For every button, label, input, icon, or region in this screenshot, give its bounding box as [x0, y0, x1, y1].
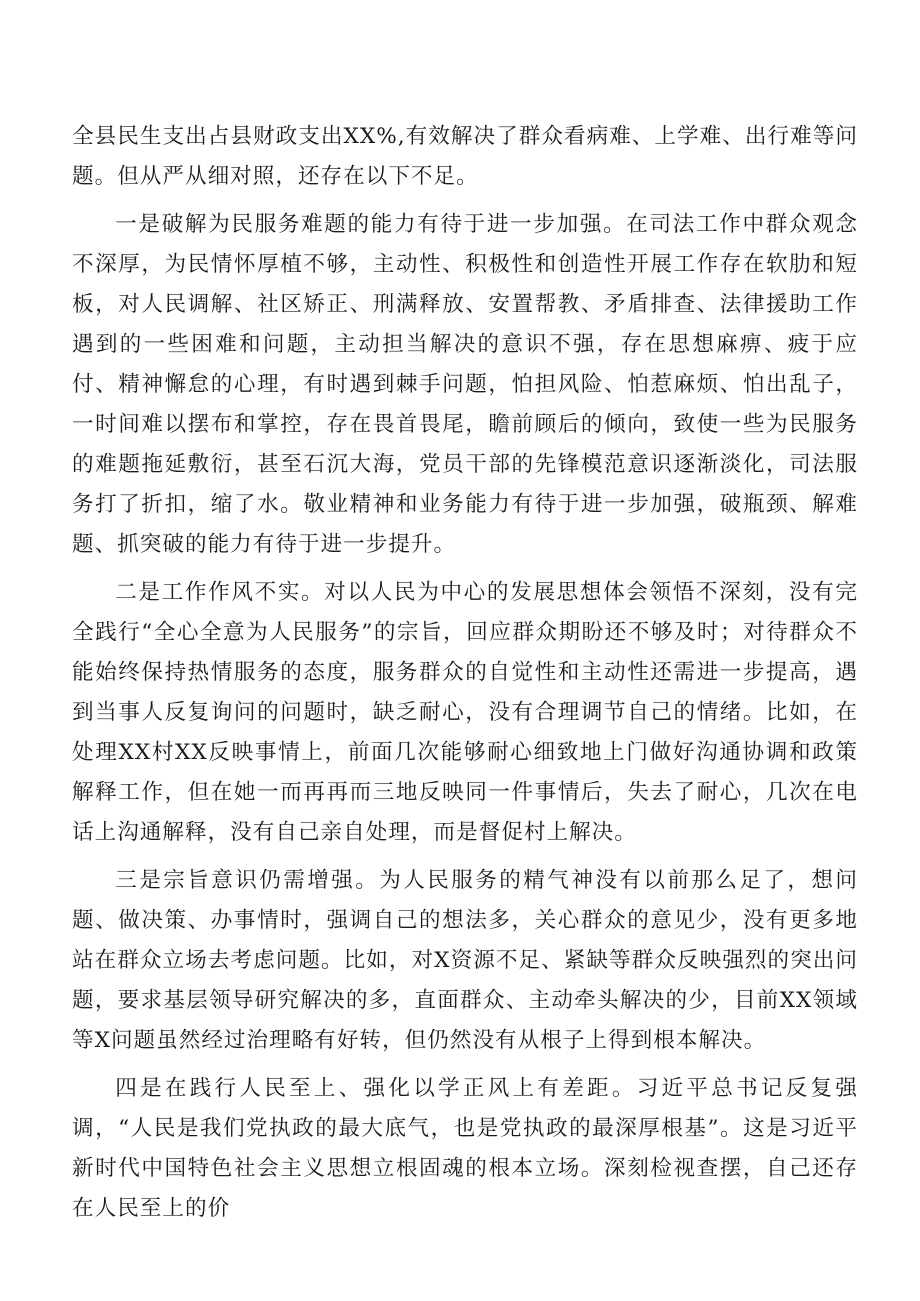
paragraph-point-four: 四是在践行人民至上、强化以学正风上有差距。习近平总书记反复强调，“人民是我们党执政的最大底气，也是党执政的最深厚根基”。这是习近平新时代中国特色社会主义思想立根固魂的根本立场。深刻检视查摆，自己还存在人民至上的价: [72, 1076, 858, 1221]
paragraph-point-one: 一是破解为民服务难题的能力有待于进一步加强。在司法工作中群众观念不深厚，为民情怀厚植不够，主动性、积极性和创造性开展工作存在软肋和短板，对人民调解、社区矫正、刑满释放、安置帮教、矛盾排查、法律援助工作遇到的一些困难和问题，主动担当解决的意识不强，存在思想麻痹、疲于应付、精神懈怠的心理，有时遇到棘手问题，怕担风险、怕惹麻烦、怕出乱子，一时间难以摆布和掌控，存在畏首畏尾，瞻前顾后的倾向，致使一些为民服务的难题拖延敷衍，甚至石沉大海，党员干部的先锋模范意识逐渐淡化，司法服务打了折扣，缩了水。敬业精神和业务能力有待于进一步加强，破瓶颈、解难题、抓突破的能力有待于进一步提升。: [72, 212, 858, 557]
document-body: [72, 117, 858, 1237]
paragraph-continuation: 全县民生支出占县财政支出XX%,有效解决了群众看病难、上学难、出行难等问题。但从严从细对照，还存在以下不足。: [72, 124, 858, 189]
paragraph-point-three: 三是宗旨意识仍需增强。为人民服务的精气神没有以前那么足了，想问题、做决策、办事情时，强调自己的想法多，关心群众的意见少，没有更多地站在群众立场去考虑问题。比如，对X资源不足、紧缺等群众反映强烈的突出问题，要求基层领导研究解决的多，直面群众、主动牵头解决的少，目前XX领域等X问题虽然经过治理略有好转，但仍然没有从根子上得到根本解决。: [72, 868, 858, 1053]
paragraph-point-two: 二是工作作风不实。对以人民为中心的发展思想体会领悟不深刻，没有完全践行“全心全意为人民服务”的宗旨，回应群众期盼还不够及时；对待群众不能始终保持热情服务的态度，服务群众的自觉性和主动性还需进一步提高，遇到当事人反复询问的问题时，缺乏耐心，没有合理调节自己的情绪。比如，在处理XX村XX反映事情上，前面几次能够耐心细致地上门做好沟通协调和政策解释工作，但在她一而再再而三地反映同一件事情后，失去了耐心，几次在电话上沟通解释，没有自己亲自处理，而是督促村上解决。: [72, 580, 858, 845]
